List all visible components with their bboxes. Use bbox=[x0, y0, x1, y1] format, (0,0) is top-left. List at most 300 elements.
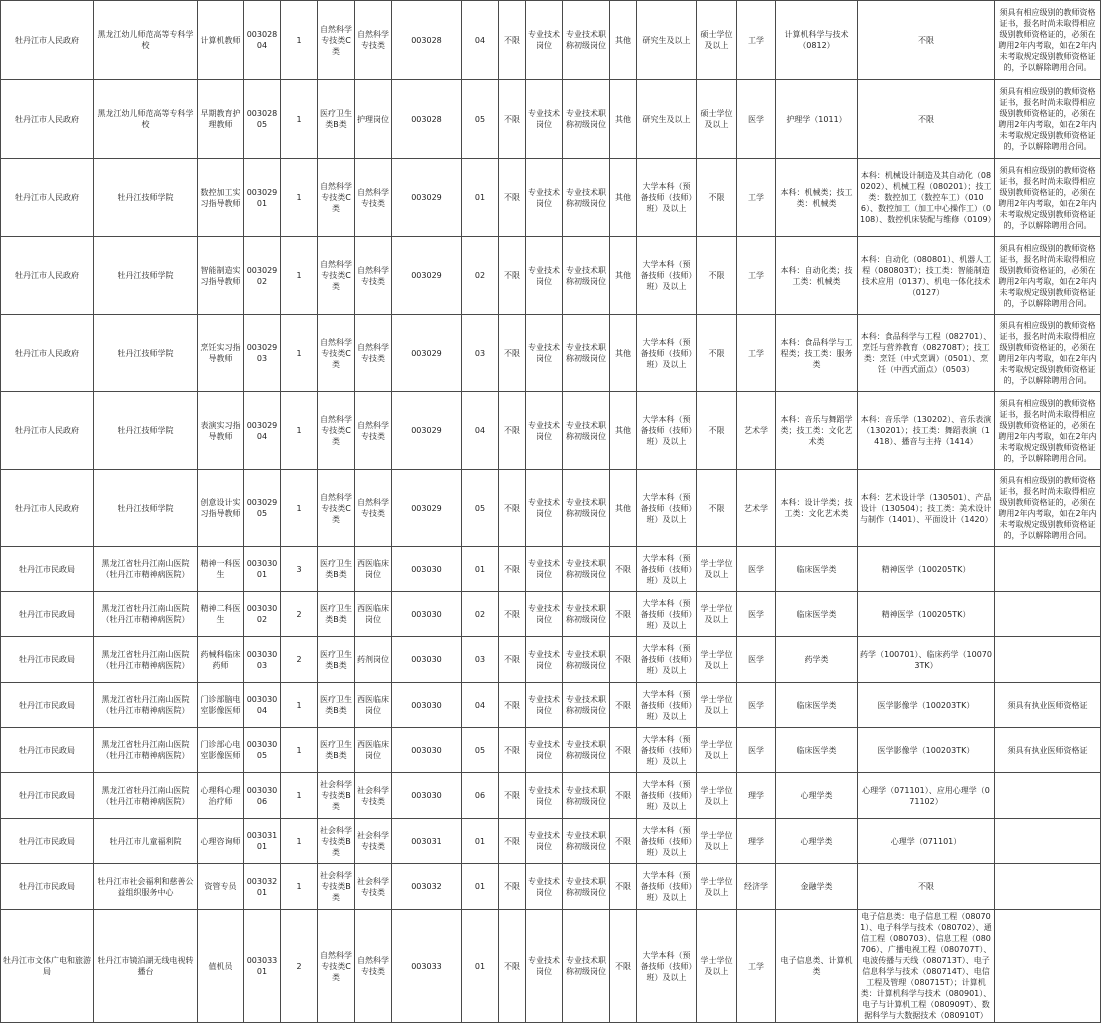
gender-cell: 不限 bbox=[499, 592, 526, 637]
position-name-cell: 值机员 bbox=[198, 910, 244, 1023]
table-row bbox=[1, 80, 1101, 159]
exam-type-cell: 自然科学专技类 bbox=[355, 910, 392, 1023]
post-type-cell: 专业技术岗位 bbox=[526, 1, 563, 80]
exam-type-cell: 社会科学专技类 bbox=[355, 864, 392, 910]
education-cell: 研究生及以上 bbox=[637, 80, 697, 159]
exam-code-cell: 003029 bbox=[392, 392, 462, 470]
education-cell: 大学本科（预备技师（技师）班）及以上 bbox=[637, 773, 697, 819]
major-category-cell: 临床医学类 bbox=[776, 547, 858, 592]
post-level-cell: 专业技术职称初级岗位 bbox=[563, 237, 610, 315]
post-level-cell: 专业技术职称初级岗位 bbox=[563, 159, 610, 237]
position-category-cell: 社会科学专技类B类 bbox=[318, 773, 355, 819]
position-code-cell: 00302901 bbox=[244, 159, 281, 237]
employer-cell: 牡丹江技师学院 bbox=[94, 470, 198, 547]
position-category-cell: 自然科学专技类C类 bbox=[318, 315, 355, 392]
major-category-cell: 本科：食品科学与工程类；技工类：服务类 bbox=[776, 315, 858, 392]
table-row bbox=[1, 470, 1101, 547]
table-row bbox=[1, 237, 1101, 315]
table-row bbox=[1, 910, 1101, 1023]
post-type-cell: 专业技术岗位 bbox=[526, 864, 563, 910]
discipline-cell: 医学 bbox=[737, 547, 776, 592]
degree-cell: 学士学位及以上 bbox=[697, 910, 737, 1023]
note-cell bbox=[995, 773, 1101, 819]
gender-cell: 不限 bbox=[499, 637, 526, 683]
household-cell: 其他 bbox=[610, 315, 637, 392]
note-cell bbox=[995, 637, 1101, 683]
table-row bbox=[1, 773, 1101, 819]
discipline-cell: 理学 bbox=[737, 819, 776, 864]
gender-cell: 不限 bbox=[499, 819, 526, 864]
table-row bbox=[1, 315, 1101, 392]
table-row bbox=[1, 864, 1101, 910]
competent-dept-cell: 牡丹江市人民政府 bbox=[1, 1, 94, 80]
employer-cell: 黑龙江幼儿师范高等专科学校 bbox=[94, 80, 198, 159]
discipline-cell: 艺术学 bbox=[737, 470, 776, 547]
exam-code-cell: 003033 bbox=[392, 910, 462, 1023]
exam-code-cell: 003030 bbox=[392, 728, 462, 773]
table-row bbox=[1, 819, 1101, 864]
major-requirement-cell: 本科：艺术设计学（130501）、产品设计（130504）；技工类：美术设计与制作（1401）、平面设计（1420） bbox=[858, 470, 995, 547]
degree-cell: 学士学位及以上 bbox=[697, 728, 737, 773]
exam-subcode-cell: 06 bbox=[462, 773, 499, 819]
major-requirement-cell: 本科：自动化（080801）、机器人工程（080803T）；技工类：智能制造技术应用（0137）、机电一体化技术（0127） bbox=[858, 237, 995, 315]
exam-code-cell: 003029 bbox=[392, 470, 462, 547]
gender-cell: 不限 bbox=[499, 728, 526, 773]
exam-type-cell: 自然科学专技类 bbox=[355, 237, 392, 315]
exam-code-cell: 003031 bbox=[392, 819, 462, 864]
exam-code-cell: 003030 bbox=[392, 773, 462, 819]
post-level-cell: 专业技术职称初级岗位 bbox=[563, 470, 610, 547]
exam-code-cell: 003032 bbox=[392, 864, 462, 910]
post-level-cell: 专业技术职称初级岗位 bbox=[563, 315, 610, 392]
exam-type-cell: 药剂岗位 bbox=[355, 637, 392, 683]
employer-cell: 牡丹江技师学院 bbox=[94, 237, 198, 315]
exam-subcode-cell: 01 bbox=[462, 819, 499, 864]
post-type-cell: 专业技术岗位 bbox=[526, 910, 563, 1023]
gender-cell: 不限 bbox=[499, 470, 526, 547]
household-cell: 其他 bbox=[610, 392, 637, 470]
household-cell: 不限 bbox=[610, 637, 637, 683]
position-code-cell: 00302904 bbox=[244, 392, 281, 470]
household-cell: 其他 bbox=[610, 1, 637, 80]
post-type-cell: 专业技术岗位 bbox=[526, 315, 563, 392]
major-requirement-cell: 心理学（071101） bbox=[858, 819, 995, 864]
household-cell: 不限 bbox=[610, 773, 637, 819]
major-category-cell: 心理学类 bbox=[776, 819, 858, 864]
headcount-cell: 1 bbox=[281, 819, 318, 864]
table-row bbox=[1, 392, 1101, 470]
post-type-cell: 专业技术岗位 bbox=[526, 237, 563, 315]
major-requirement-cell: 医学影像学（100203TK） bbox=[858, 728, 995, 773]
note-cell: 须具有相应级别的教师资格证书，报名时尚未取得相应级别教师资格证的，必须在聘用2年内考取，如在2年内未考取规定级别教师资格证的，予以解除聘用合同。 bbox=[995, 1, 1101, 80]
major-category-cell: 本科：音乐与舞蹈学类；技工类：文化艺术类 bbox=[776, 392, 858, 470]
post-level-cell: 专业技术职称初级岗位 bbox=[563, 637, 610, 683]
position-name-cell: 精神一科医生 bbox=[198, 547, 244, 592]
degree-cell: 不限 bbox=[697, 470, 737, 547]
exam-code-cell: 003029 bbox=[392, 159, 462, 237]
post-type-cell: 专业技术岗位 bbox=[526, 637, 563, 683]
exam-subcode-cell: 01 bbox=[462, 910, 499, 1023]
note-cell bbox=[995, 819, 1101, 864]
headcount-cell: 1 bbox=[281, 315, 318, 392]
headcount-cell: 1 bbox=[281, 683, 318, 728]
major-category-cell: 计算机科学与技术（0812） bbox=[776, 1, 858, 80]
household-cell: 其他 bbox=[610, 80, 637, 159]
education-cell: 大学本科（预备技师（技师）班）及以上 bbox=[637, 910, 697, 1023]
position-name-cell: 智能制造实习指导教师 bbox=[198, 237, 244, 315]
position-code-cell: 00303002 bbox=[244, 592, 281, 637]
position-category-cell: 社会科学专技类B类 bbox=[318, 864, 355, 910]
household-cell: 不限 bbox=[610, 592, 637, 637]
post-level-cell: 专业技术职称初级岗位 bbox=[563, 728, 610, 773]
exam-type-cell: 西医临床岗位 bbox=[355, 592, 392, 637]
table-row bbox=[1, 592, 1101, 637]
exam-type-cell: 社会科学专技类 bbox=[355, 773, 392, 819]
position-category-cell: 医疗卫生类B类 bbox=[318, 637, 355, 683]
education-cell: 大学本科（预备技师（技师）班）及以上 bbox=[637, 547, 697, 592]
position-category-cell: 医疗卫生类B类 bbox=[318, 683, 355, 728]
major-category-cell: 护理学（1011） bbox=[776, 80, 858, 159]
major-requirement-cell: 本科：音乐学（130202）、音乐表演（130201）；技工类：舞蹈表演（1418）、播音与主持（1414） bbox=[858, 392, 995, 470]
post-type-cell: 专业技术岗位 bbox=[526, 592, 563, 637]
gender-cell: 不限 bbox=[499, 159, 526, 237]
employer-cell: 牡丹江市社会福利和慈善公益组织服务中心 bbox=[94, 864, 198, 910]
degree-cell: 硕士学位及以上 bbox=[697, 1, 737, 80]
post-level-cell: 专业技术职称初级岗位 bbox=[563, 819, 610, 864]
education-cell: 大学本科（预备技师（技师）班）及以上 bbox=[637, 315, 697, 392]
table-row bbox=[1, 547, 1101, 592]
competent-dept-cell: 牡丹江市民政局 bbox=[1, 637, 94, 683]
exam-subcode-cell: 05 bbox=[462, 470, 499, 547]
major-category-cell: 临床医学类 bbox=[776, 592, 858, 637]
discipline-cell: 工学 bbox=[737, 159, 776, 237]
exam-type-cell: 西医临床岗位 bbox=[355, 683, 392, 728]
position-code-cell: 00303004 bbox=[244, 683, 281, 728]
position-name-cell: 心理咨询师 bbox=[198, 819, 244, 864]
degree-cell: 学士学位及以上 bbox=[697, 773, 737, 819]
post-type-cell: 专业技术岗位 bbox=[526, 547, 563, 592]
exam-type-cell: 自然科学专技类 bbox=[355, 159, 392, 237]
employer-cell: 黑龙江省牡丹江南山医院（牡丹江市精神病医院） bbox=[94, 547, 198, 592]
household-cell: 其他 bbox=[610, 237, 637, 315]
household-cell: 不限 bbox=[610, 728, 637, 773]
competent-dept-cell: 牡丹江市文体广电和旅游局 bbox=[1, 910, 94, 1023]
degree-cell: 学士学位及以上 bbox=[697, 819, 737, 864]
degree-cell: 学士学位及以上 bbox=[697, 637, 737, 683]
discipline-cell: 经济学 bbox=[737, 864, 776, 910]
exam-code-cell: 003030 bbox=[392, 637, 462, 683]
note-cell: 须具有相应级别的教师资格证书，报名时尚未取得相应级别教师资格证的，必须在聘用2年内考取，如在2年内未考取规定级别教师资格证的，予以解除聘用合同。 bbox=[995, 237, 1101, 315]
table-row bbox=[1, 159, 1101, 237]
competent-dept-cell: 牡丹江市人民政府 bbox=[1, 237, 94, 315]
major-requirement-cell: 医学影像学（100203TK） bbox=[858, 683, 995, 728]
degree-cell: 不限 bbox=[697, 159, 737, 237]
household-cell: 不限 bbox=[610, 864, 637, 910]
competent-dept-cell: 牡丹江市人民政府 bbox=[1, 470, 94, 547]
major-requirement-cell: 心理学（071101）、应用心理学（071102） bbox=[858, 773, 995, 819]
position-name-cell: 表演实习指导教师 bbox=[198, 392, 244, 470]
gender-cell: 不限 bbox=[499, 773, 526, 819]
competent-dept-cell: 牡丹江市人民政府 bbox=[1, 392, 94, 470]
employer-cell: 牡丹江市儿童福利院 bbox=[94, 819, 198, 864]
degree-cell: 不限 bbox=[697, 315, 737, 392]
exam-code-cell: 003028 bbox=[392, 80, 462, 159]
employer-cell: 黑龙江省牡丹江南山医院（牡丹江市精神病医院） bbox=[94, 728, 198, 773]
headcount-cell: 2 bbox=[281, 592, 318, 637]
gender-cell: 不限 bbox=[499, 864, 526, 910]
major-requirement-cell: 电子信息类：电子信息工程（080701）、电子科学与技术（080702）、通信工程（080703）、信息工程（080706）、广播电视工程（080707T）、电波传播与天线（080713T）、电子信息科学与技术（080714T）、电信工程及管理（080715T）；计算机类：计算机科学与技术（080901）、电子与计算机工程（080909T）、数据科学与大数据技术（080910T） bbox=[858, 910, 995, 1023]
note-cell: 须具有相应级别的教师资格证书，报名时尚未取得相应级别教师资格证的，必须在聘用2年内考取，如在2年内未考取规定级别教师资格证的，予以解除聘用合同。 bbox=[995, 80, 1101, 159]
exam-subcode-cell: 03 bbox=[462, 315, 499, 392]
post-type-cell: 专业技术岗位 bbox=[526, 80, 563, 159]
major-requirement-cell: 不限 bbox=[858, 1, 995, 80]
education-cell: 大学本科（预备技师（技师）班）及以上 bbox=[637, 864, 697, 910]
note-cell: 须具有执业医师资格证 bbox=[995, 683, 1101, 728]
employer-cell: 黑龙江省牡丹江南山医院（牡丹江市精神病医院） bbox=[94, 683, 198, 728]
household-cell: 不限 bbox=[610, 683, 637, 728]
education-cell: 大学本科（预备技师（技师）班）及以上 bbox=[637, 683, 697, 728]
exam-type-cell: 自然科学专技类 bbox=[355, 392, 392, 470]
exam-type-cell: 西医临床岗位 bbox=[355, 547, 392, 592]
position-code-cell: 00303003 bbox=[244, 637, 281, 683]
exam-type-cell: 护理岗位 bbox=[355, 80, 392, 159]
major-requirement-cell: 药学（100701）、临床药学（100703TK） bbox=[858, 637, 995, 683]
exam-subcode-cell: 05 bbox=[462, 80, 499, 159]
discipline-cell: 医学 bbox=[737, 637, 776, 683]
note-cell bbox=[995, 592, 1101, 637]
position-category-cell: 医疗卫生类B类 bbox=[318, 80, 355, 159]
discipline-cell: 医学 bbox=[737, 728, 776, 773]
degree-cell: 不限 bbox=[697, 237, 737, 315]
employer-cell: 牡丹江技师学院 bbox=[94, 159, 198, 237]
competent-dept-cell: 牡丹江市民政局 bbox=[1, 683, 94, 728]
household-cell: 不限 bbox=[610, 547, 637, 592]
employer-cell: 牡丹江技师学院 bbox=[94, 392, 198, 470]
note-cell: 须具有相应级别的教师资格证书，报名时尚未取得相应级别教师资格证的，必须在聘用2年内考取，如在2年内未考取规定级别教师资格证的，予以解除聘用合同。 bbox=[995, 159, 1101, 237]
position-code-cell: 00302905 bbox=[244, 470, 281, 547]
headcount-cell: 1 bbox=[281, 392, 318, 470]
exam-subcode-cell: 01 bbox=[462, 547, 499, 592]
post-level-cell: 专业技术职称初级岗位 bbox=[563, 1, 610, 80]
employer-cell: 黑龙江省牡丹江南山医院（牡丹江市精神病医院） bbox=[94, 592, 198, 637]
competent-dept-cell: 牡丹江市民政局 bbox=[1, 864, 94, 910]
gender-cell: 不限 bbox=[499, 315, 526, 392]
education-cell: 大学本科（预备技师（技师）班）及以上 bbox=[637, 392, 697, 470]
position-category-cell: 自然科学专技类C类 bbox=[318, 392, 355, 470]
major-requirement-cell: 不限 bbox=[858, 80, 995, 159]
position-code-cell: 00303001 bbox=[244, 547, 281, 592]
competent-dept-cell: 牡丹江市民政局 bbox=[1, 728, 94, 773]
employer-cell: 牡丹江市镜泊湖无线电视转播台 bbox=[94, 910, 198, 1023]
degree-cell: 学士学位及以上 bbox=[697, 547, 737, 592]
position-name-cell: 精神二科医生 bbox=[198, 592, 244, 637]
gender-cell: 不限 bbox=[499, 683, 526, 728]
post-level-cell: 专业技术职称初级岗位 bbox=[563, 80, 610, 159]
household-cell: 不限 bbox=[610, 819, 637, 864]
discipline-cell: 工学 bbox=[737, 1, 776, 80]
education-cell: 大学本科（预备技师（技师）班）及以上 bbox=[637, 592, 697, 637]
headcount-cell: 1 bbox=[281, 864, 318, 910]
gender-cell: 不限 bbox=[499, 1, 526, 80]
position-name-cell: 门诊部脑电室影像医师 bbox=[198, 683, 244, 728]
gender-cell: 不限 bbox=[499, 80, 526, 159]
major-category-cell: 电子信息类、计算机类 bbox=[776, 910, 858, 1023]
position-category-cell: 医疗卫生类B类 bbox=[318, 728, 355, 773]
major-category-cell: 本科：自动化类；技工类：机械类 bbox=[776, 237, 858, 315]
major-category-cell: 心理学类 bbox=[776, 773, 858, 819]
major-category-cell: 临床医学类 bbox=[776, 683, 858, 728]
headcount-cell: 1 bbox=[281, 237, 318, 315]
post-level-cell: 专业技术职称初级岗位 bbox=[563, 547, 610, 592]
exam-type-cell: 自然科学专技类 bbox=[355, 315, 392, 392]
exam-type-cell: 自然科学专技类 bbox=[355, 470, 392, 547]
post-level-cell: 专业技术职称初级岗位 bbox=[563, 683, 610, 728]
headcount-cell: 1 bbox=[281, 159, 318, 237]
table-row bbox=[1, 728, 1101, 773]
exam-code-cell: 003029 bbox=[392, 237, 462, 315]
discipline-cell: 理学 bbox=[737, 773, 776, 819]
education-cell: 大学本科（预备技师（技师）班）及以上 bbox=[637, 470, 697, 547]
headcount-cell: 2 bbox=[281, 637, 318, 683]
competent-dept-cell: 牡丹江市民政局 bbox=[1, 819, 94, 864]
position-category-cell: 社会科学专技类B类 bbox=[318, 819, 355, 864]
position-category-cell: 医疗卫生类B类 bbox=[318, 547, 355, 592]
gender-cell: 不限 bbox=[499, 392, 526, 470]
position-name-cell: 资管专员 bbox=[198, 864, 244, 910]
post-type-cell: 专业技术岗位 bbox=[526, 773, 563, 819]
position-name-cell: 心理科心理治疗师 bbox=[198, 773, 244, 819]
employer-cell: 牡丹江技师学院 bbox=[94, 315, 198, 392]
exam-code-cell: 003030 bbox=[392, 592, 462, 637]
headcount-cell: 1 bbox=[281, 80, 318, 159]
degree-cell: 学士学位及以上 bbox=[697, 864, 737, 910]
exam-subcode-cell: 04 bbox=[462, 1, 499, 80]
position-code-cell: 00302902 bbox=[244, 237, 281, 315]
discipline-cell: 工学 bbox=[737, 315, 776, 392]
post-level-cell: 专业技术职称初级岗位 bbox=[563, 910, 610, 1023]
discipline-cell: 医学 bbox=[737, 80, 776, 159]
note-cell bbox=[995, 864, 1101, 910]
post-level-cell: 专业技术职称初级岗位 bbox=[563, 773, 610, 819]
headcount-cell: 1 bbox=[281, 1, 318, 80]
table-row bbox=[1, 1, 1101, 80]
major-category-cell: 药学类 bbox=[776, 637, 858, 683]
degree-cell: 学士学位及以上 bbox=[697, 683, 737, 728]
headcount-cell: 1 bbox=[281, 773, 318, 819]
position-name-cell: 门诊部心电室影像医师 bbox=[198, 728, 244, 773]
competent-dept-cell: 牡丹江市人民政府 bbox=[1, 159, 94, 237]
exam-subcode-cell: 03 bbox=[462, 637, 499, 683]
headcount-cell: 1 bbox=[281, 728, 318, 773]
position-code-cell: 00302804 bbox=[244, 1, 281, 80]
position-name-cell: 药械科临床药师 bbox=[198, 637, 244, 683]
discipline-cell: 工学 bbox=[737, 910, 776, 1023]
major-requirement-cell: 本科：食品科学与工程（082701）、烹饪与营养教育（082708T）；技工类：烹饪（中式烹调）（0501）、烹饪（中西式面点）（0503） bbox=[858, 315, 995, 392]
exam-code-cell: 003030 bbox=[392, 683, 462, 728]
position-name-cell: 创意设计实习指导教师 bbox=[198, 470, 244, 547]
position-name-cell: 早期教育护理教师 bbox=[198, 80, 244, 159]
major-category-cell: 本科：设计学类；技工类：文化艺术类 bbox=[776, 470, 858, 547]
post-type-cell: 专业技术岗位 bbox=[526, 728, 563, 773]
headcount-cell: 1 bbox=[281, 470, 318, 547]
note-cell bbox=[995, 910, 1101, 1023]
position-category-cell: 医疗卫生类B类 bbox=[318, 592, 355, 637]
exam-subcode-cell: 01 bbox=[462, 864, 499, 910]
note-cell: 须具有执业医师资格证 bbox=[995, 728, 1101, 773]
table-row bbox=[1, 637, 1101, 683]
discipline-cell: 医学 bbox=[737, 592, 776, 637]
post-type-cell: 专业技术岗位 bbox=[526, 392, 563, 470]
post-level-cell: 专业技术职称初级岗位 bbox=[563, 864, 610, 910]
post-type-cell: 专业技术岗位 bbox=[526, 819, 563, 864]
post-level-cell: 专业技术职称初级岗位 bbox=[563, 592, 610, 637]
exam-subcode-cell: 05 bbox=[462, 728, 499, 773]
position-code-cell: 00303006 bbox=[244, 773, 281, 819]
position-category-cell: 自然科学专技类C类 bbox=[318, 910, 355, 1023]
competent-dept-cell: 牡丹江市民政局 bbox=[1, 773, 94, 819]
exam-code-cell: 003029 bbox=[392, 315, 462, 392]
note-cell: 须具有相应级别的教师资格证书，报名时尚未取得相应级别教师资格证的，必须在聘用2年内考取，如在2年内未考取规定级别教师资格证的，予以解除聘用合同。 bbox=[995, 392, 1101, 470]
education-cell: 大学本科（预备技师（技师）班）及以上 bbox=[637, 159, 697, 237]
education-cell: 研究生及以上 bbox=[637, 1, 697, 80]
table-row bbox=[1, 683, 1101, 728]
exam-code-cell: 003030 bbox=[392, 547, 462, 592]
post-type-cell: 专业技术岗位 bbox=[526, 159, 563, 237]
household-cell: 其他 bbox=[610, 159, 637, 237]
position-category-cell: 自然科学专技类C类 bbox=[318, 470, 355, 547]
position-code-cell: 00303101 bbox=[244, 819, 281, 864]
employer-cell: 黑龙江省牡丹江南山医院（牡丹江市精神病医院） bbox=[94, 637, 198, 683]
note-cell bbox=[995, 547, 1101, 592]
position-code-cell: 00302903 bbox=[244, 315, 281, 392]
position-name-cell: 烹饪实习指导教师 bbox=[198, 315, 244, 392]
household-cell: 其他 bbox=[610, 470, 637, 547]
exam-subcode-cell: 04 bbox=[462, 683, 499, 728]
position-code-cell: 00303005 bbox=[244, 728, 281, 773]
exam-type-cell: 自然科学专技类 bbox=[355, 1, 392, 80]
education-cell: 大学本科（预备技师（技师）班）及以上 bbox=[637, 819, 697, 864]
degree-cell: 不限 bbox=[697, 392, 737, 470]
education-cell: 大学本科（预备技师（技师）班）及以上 bbox=[637, 637, 697, 683]
household-cell: 不限 bbox=[610, 910, 637, 1023]
discipline-cell: 医学 bbox=[737, 683, 776, 728]
major-category-cell: 本科：机械类；技工类：机械类 bbox=[776, 159, 858, 237]
major-requirement-cell: 不限 bbox=[858, 864, 995, 910]
position-code-cell: 00303201 bbox=[244, 864, 281, 910]
discipline-cell: 工学 bbox=[737, 237, 776, 315]
position-category-cell: 自然科学专技类C类 bbox=[318, 237, 355, 315]
discipline-cell: 艺术学 bbox=[737, 392, 776, 470]
post-level-cell: 专业技术职称初级岗位 bbox=[563, 392, 610, 470]
exam-type-cell: 社会科学专技类 bbox=[355, 819, 392, 864]
major-requirement-cell: 精神医学（100205TK） bbox=[858, 592, 995, 637]
table-body bbox=[1, 1, 1101, 1023]
major-requirement-cell: 本科：机械设计制造及其自动化（080202）、机械工程（080201）；技工类：数控加工（数控车工）（0106）、数控加工（加工中心操作工）（0108）、数控机床装配与维修（0109） bbox=[858, 159, 995, 237]
exam-subcode-cell: 02 bbox=[462, 592, 499, 637]
competent-dept-cell: 牡丹江市人民政府 bbox=[1, 80, 94, 159]
degree-cell: 硕士学位及以上 bbox=[697, 80, 737, 159]
note-cell: 须具有相应级别的教师资格证书，报名时尚未取得相应级别教师资格证的，必须在聘用2年内考取，如在2年内未考取规定级别教师资格证的，予以解除聘用合同。 bbox=[995, 315, 1101, 392]
position-code-cell: 00302805 bbox=[244, 80, 281, 159]
competent-dept-cell: 牡丹江市人民政府 bbox=[1, 315, 94, 392]
headcount-cell: 3 bbox=[281, 547, 318, 592]
exam-subcode-cell: 04 bbox=[462, 392, 499, 470]
position-category-cell: 自然科学专技类C类 bbox=[318, 1, 355, 80]
education-cell: 大学本科（预备技师（技师）班）及以上 bbox=[637, 728, 697, 773]
major-requirement-cell: 精神医学（100205TK） bbox=[858, 547, 995, 592]
competent-dept-cell: 牡丹江市民政局 bbox=[1, 547, 94, 592]
post-type-cell: 专业技术岗位 bbox=[526, 470, 563, 547]
